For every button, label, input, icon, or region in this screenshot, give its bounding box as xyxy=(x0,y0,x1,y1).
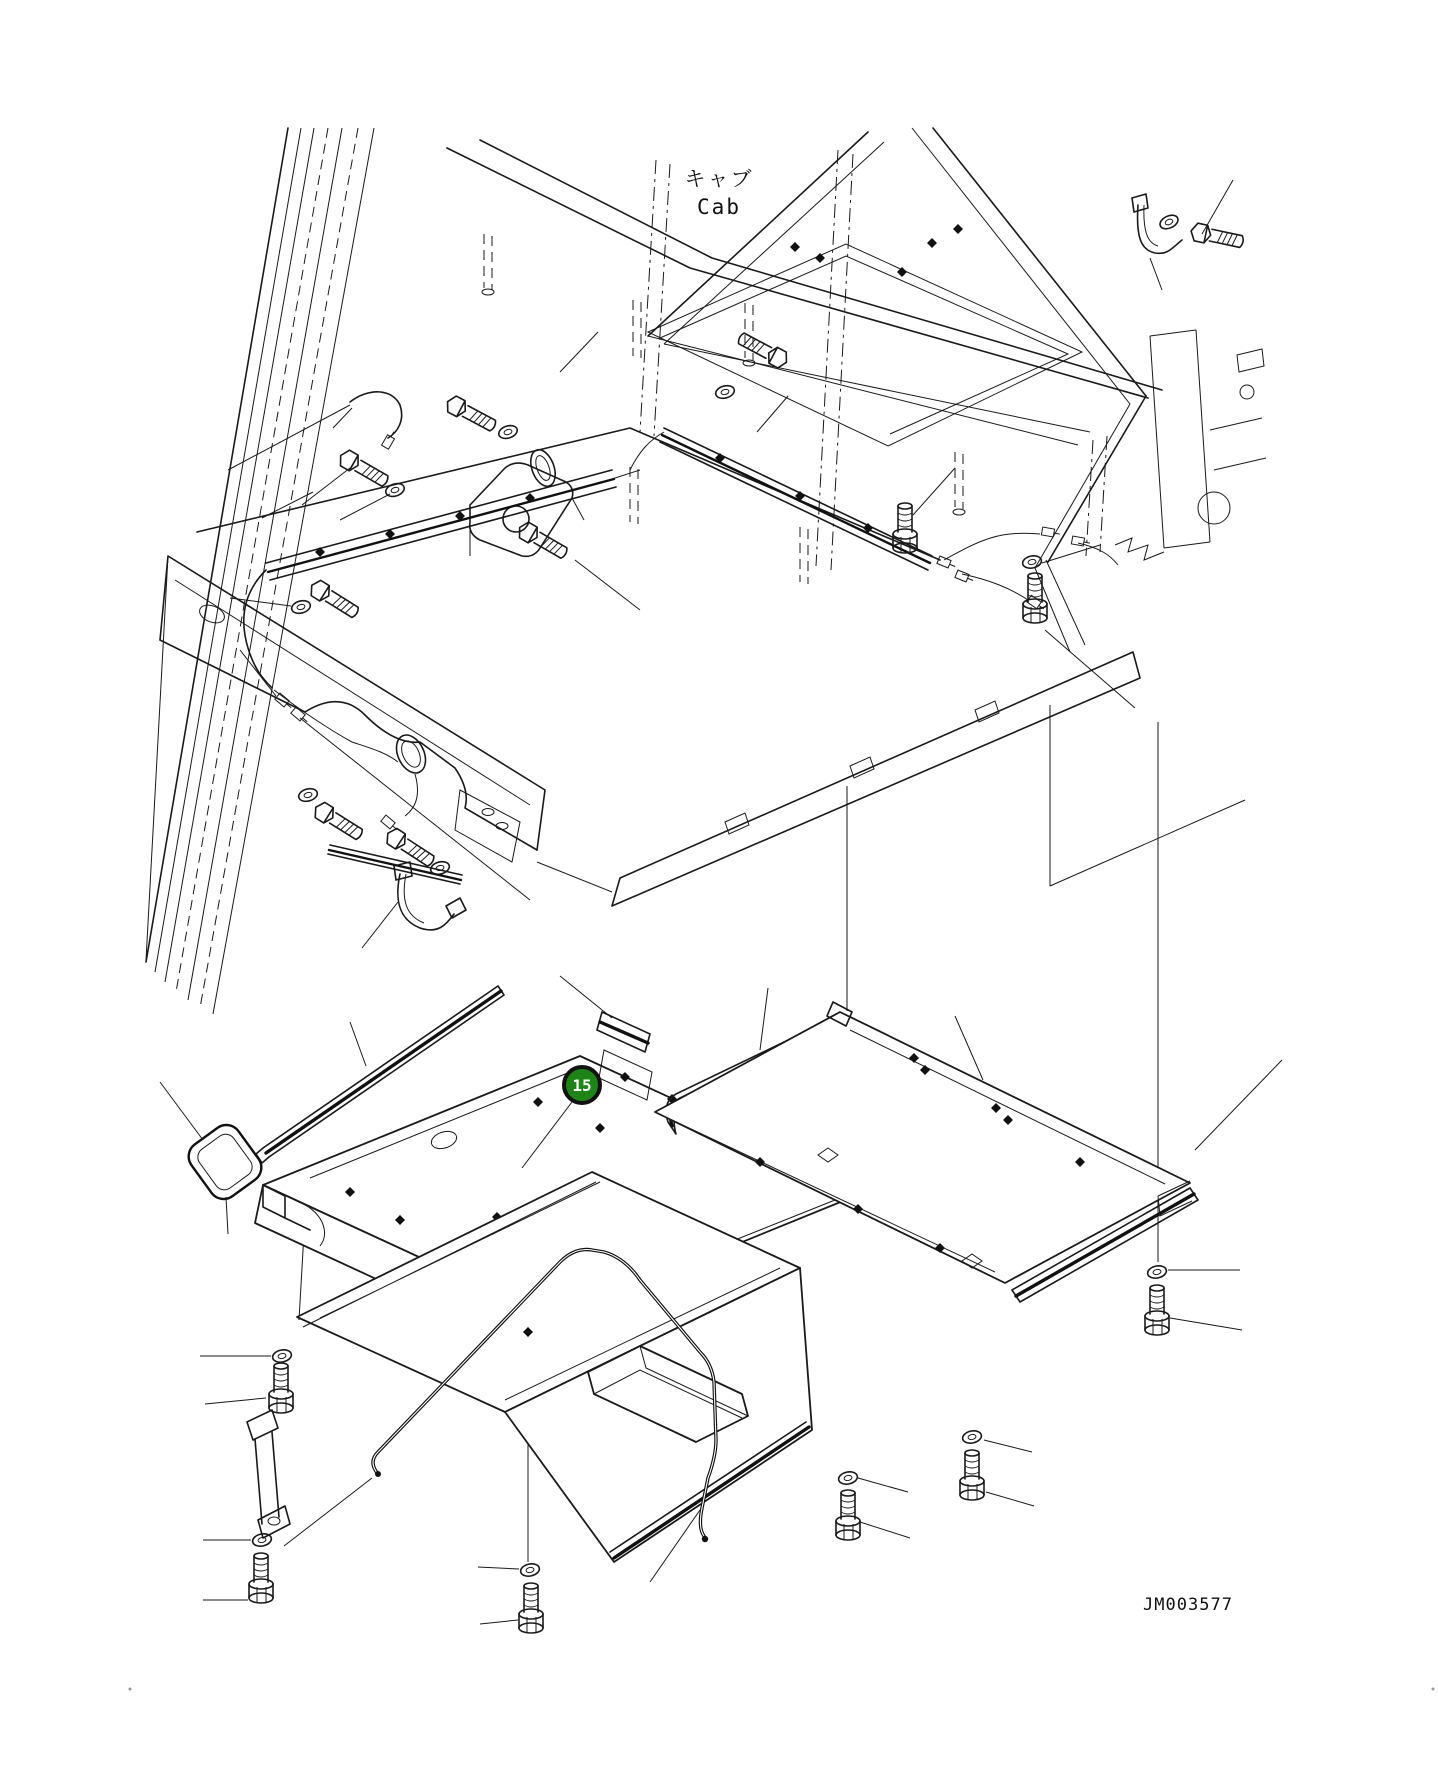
part-balloon-number: 15 xyxy=(572,1076,592,1095)
cab-label-english: Cab xyxy=(697,195,741,219)
cab-fasteners xyxy=(290,213,1245,877)
drawing-number: JM003577 xyxy=(1143,1595,1233,1615)
cab-label-japanese: キャブ xyxy=(684,167,754,191)
left-support-bracket xyxy=(247,1410,290,1538)
cab-floor-and-base xyxy=(160,428,1140,906)
door-seal-corner xyxy=(160,1082,267,1234)
page-margin-dot xyxy=(129,1688,132,1691)
page-margin-dot xyxy=(1432,1688,1435,1691)
cab-frame-wireframe xyxy=(146,128,1266,1014)
